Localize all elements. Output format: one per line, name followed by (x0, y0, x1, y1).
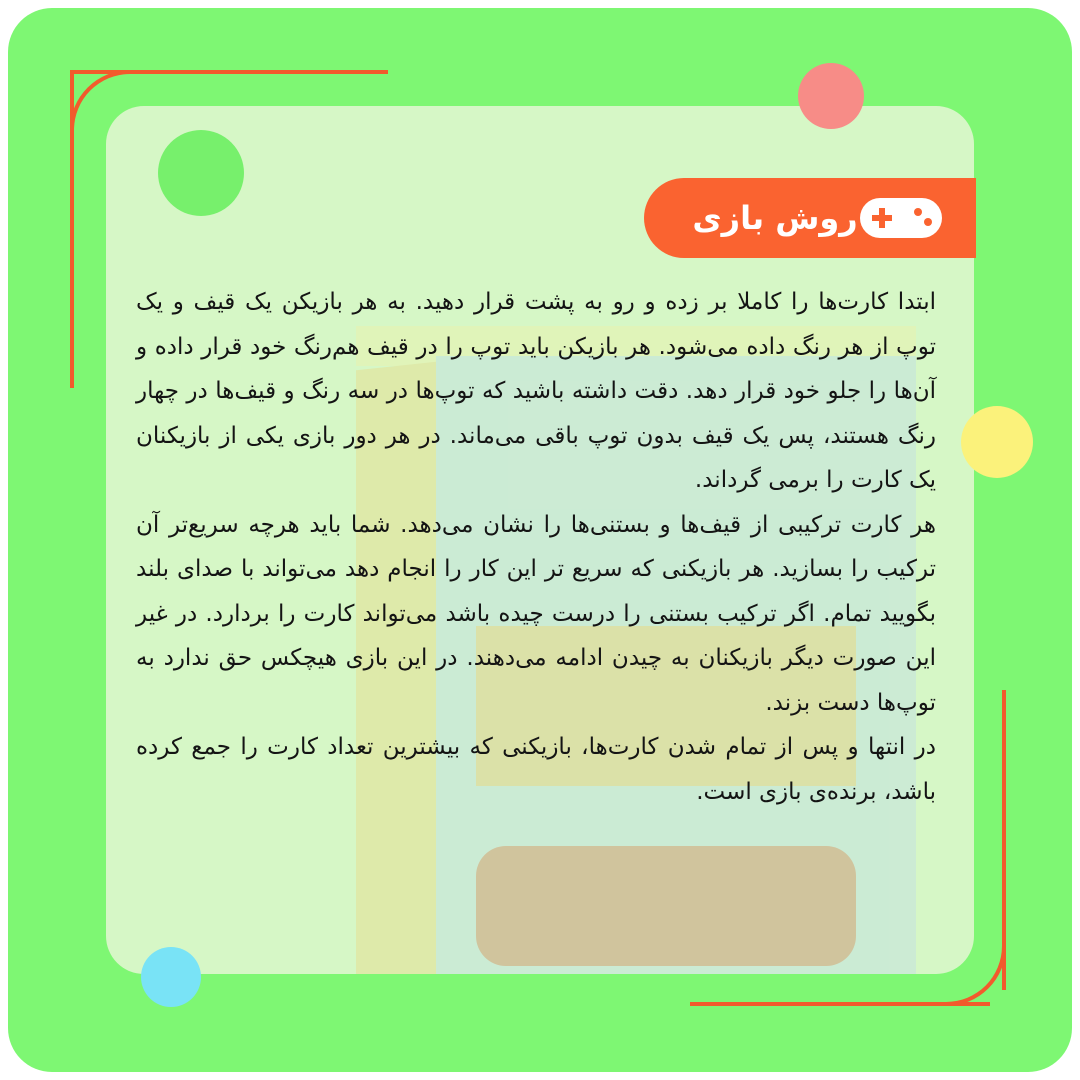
paragraph: هر کارت ترکیبی از قیف‌ها و بستنی‌ها را نشان می‌دهد. شما باید هرچه سریع‌تر آن ترکیب را بسازید. هر بازیکنی که سریع تر این کار را انجام دهد می‌تواند با صدای بلند بگویید تمام. اگر ترکیب بستنی را درست چیده باشد می‌تواند کارت را بردارد. در غیر این صورت دیگر بازیکنان به چیدن ادامه می‌دهند. در این بازی هیچکس حق ندارد به توپ‌ها دست بزند. (136, 511, 936, 716)
section-title: روش بازی (692, 199, 858, 237)
decorative-line-bottom (690, 1002, 990, 1006)
decorative-dot-yellow (961, 406, 1033, 478)
decorative-dot-green (158, 130, 244, 216)
decorative-line-left (70, 70, 74, 388)
decorative-dot-blue (141, 947, 201, 1007)
paragraph: در انتها و پس از تمام شدن کارت‌ها، بازیکنی که بیشترین تعداد کارت را جمع کرده باشد، برنده‌ی بازی است. (136, 734, 936, 805)
decorative-line-top (70, 70, 388, 74)
instructions-text (136, 280, 936, 814)
gamepad-icon (858, 196, 944, 240)
decorative-dot-pink (798, 63, 864, 129)
paragraph: ابتدا کارت‌ها را کاملا بر زده و رو به پشت قرار دهید. به هر بازیکن یک قیف و یک توپ از هر رنگ داده می‌شود. هر بازیکن باید توپ را در قیف هم‌رنگ خود قرار داده و آن‌ها را جلو خود قرار دهد. دقت داشته باشید که توپ‌ها در سه رنگ و قیف‌ها در چهار رنگ هستند، پس یک قیف بدون توپ باقی می‌ماند. در هر دور بازی یکی از بازیکنان یک کارت را برمی گرداند. (136, 289, 936, 493)
section-title-tab (644, 178, 976, 258)
decorative-line-right (1002, 690, 1006, 990)
